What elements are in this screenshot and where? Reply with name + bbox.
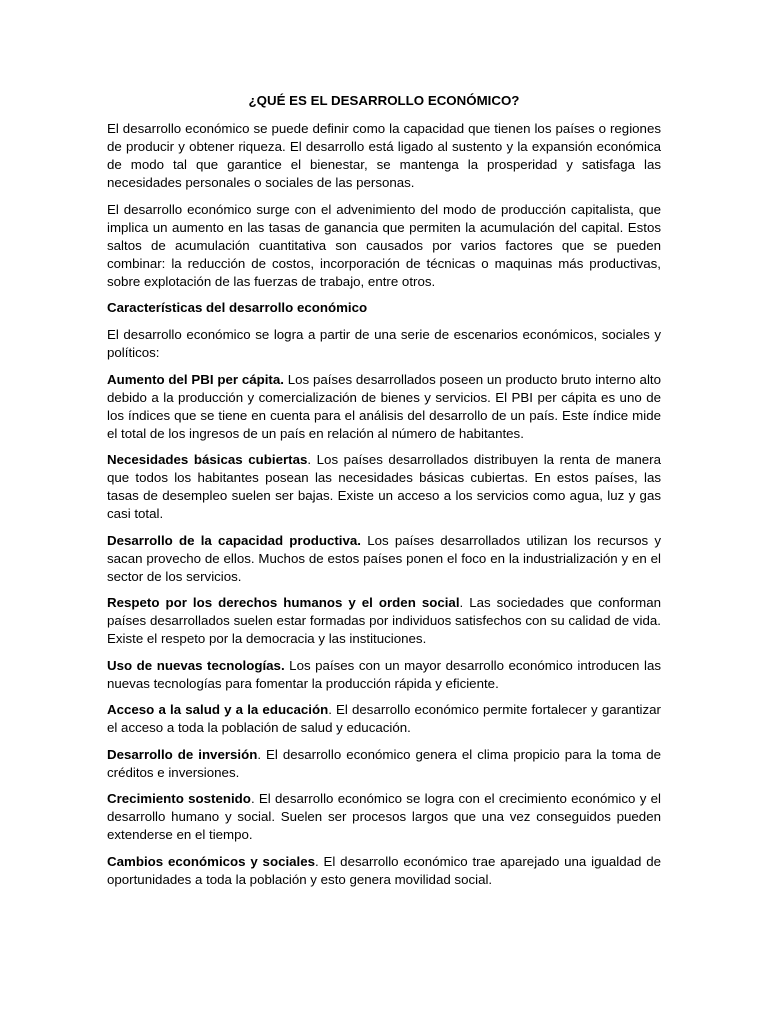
characteristic-text: . Las sociedades que conforman países desarrollados suelen estar formadas por individuos satisfechos con su calidad de vida. Existe el respeto por la democracia y las instituciones. xyxy=(107,595,661,646)
characteristic-term: Uso de nuevas tecnologías. xyxy=(107,657,285,673)
characteristic-text: . El desarrollo económico se logra con el crecimiento económico y el desarrollo humano y social. Suelen ser procesos largos que una vez conseguidos pueden extenderse en el tiempo. xyxy=(107,791,661,842)
characteristic-text: Los países desarrollados poseen un producto bruto interno alto debido a la producción y comercialización de bienes y servicios. El PBI per cápita es uno de los índices que se tiene en cuenta para el análisis del desarrollo de un país. Este índice mide el total de los ingresos de un país en relación al número de habitantes. xyxy=(107,371,661,441)
intro-paragraph-2: El desarrollo económico surge con el advenimiento del modo de producción capitalista, que implica un aumento en las tasas de ganancia que permiten la acumulación del capital. Estos saltos de acumulación cuantitativa son causados por varios factores que se pueden combinar: la reducción de costos, incorporación de técnicas o maquinas más productivas, sobre explotación de las fuerzas de trabajo, entre otros. xyxy=(107,201,661,289)
section-intro: El desarrollo económico se logra a partir de una serie de escenarios económicos, sociales y políticos: xyxy=(107,327,661,360)
characteristic-paragraph xyxy=(107,790,661,844)
characteristic-term: Acceso a la salud y a la educación xyxy=(107,702,329,717)
characteristic-text: . Los países desarrollados distribuyen la renta de manera que todos los habitantes posean las necesidades básicas cubiertas. En estos países, las tasas de desempleo suelen ser bajas. Existe un acceso a los servicios como agua, luz y gas casi total. xyxy=(107,452,661,521)
characteristic-paragraph xyxy=(107,371,661,443)
characteristic-paragraph xyxy=(107,594,661,648)
characteristic-paragraph xyxy=(107,701,661,737)
characteristic-term: Respeto por los derechos humanos y el orden social xyxy=(107,595,460,610)
intro-paragraph-1: El desarrollo económico se puede definir como la capacidad que tienen los países o regiones de producir y obtener riqueza. El desarrollo está ligado al sustento y la expansión económica de modo tal que garantice el bienestar, se mantenga la prosperidad y satisfaga las necesidades personales o sociales de las personas. xyxy=(107,121,661,190)
document-title: ¿QUÉ ES EL DESARROLLO ECONÓMICO? xyxy=(248,93,520,108)
characteristic-text: . El desarrollo económico permite fortalecer y garantizar el acceso a toda la población de salud y educación. xyxy=(107,702,661,735)
characteristic-paragraph xyxy=(107,451,661,523)
characteristic-paragraph xyxy=(107,746,661,782)
characteristic-paragraph xyxy=(107,657,661,693)
characteristic-term: Crecimiento sostenido xyxy=(107,791,251,806)
characteristic-text: . El desarrollo económico trae aparejado una igualdad de oportunidades a toda la población y esto genera movilidad social. xyxy=(107,853,661,887)
characteristic-paragraph xyxy=(107,853,661,889)
characteristic-term: Desarrollo de inversión xyxy=(107,746,258,762)
characteristic-term: Necesidades básicas cubiertas xyxy=(107,452,308,467)
section-heading: Características del desarrollo económico xyxy=(107,300,368,315)
characteristic-text: Los países desarrollados utilizan los recursos y sacan provecho de ellos. Muchos de estos países ponen el foco en la industrialización y en el sector de los servicios. xyxy=(107,532,662,584)
characteristic-term: Aumento del PBI per cápita. xyxy=(107,371,284,387)
characteristic-text: Los países con un mayor desarrollo económico introducen las nuevas tecnologías para fomentar la producción rápida y eficiente. xyxy=(107,657,661,691)
characteristic-term: Cambios económicos y sociales xyxy=(107,853,316,869)
characteristic-term: Desarrollo de la capacidad productiva. xyxy=(107,532,361,548)
characteristic-paragraph xyxy=(107,532,661,586)
characteristic-text: . El desarrollo económico genera el clima propicio para la toma de créditos e inversiones. xyxy=(107,746,661,780)
